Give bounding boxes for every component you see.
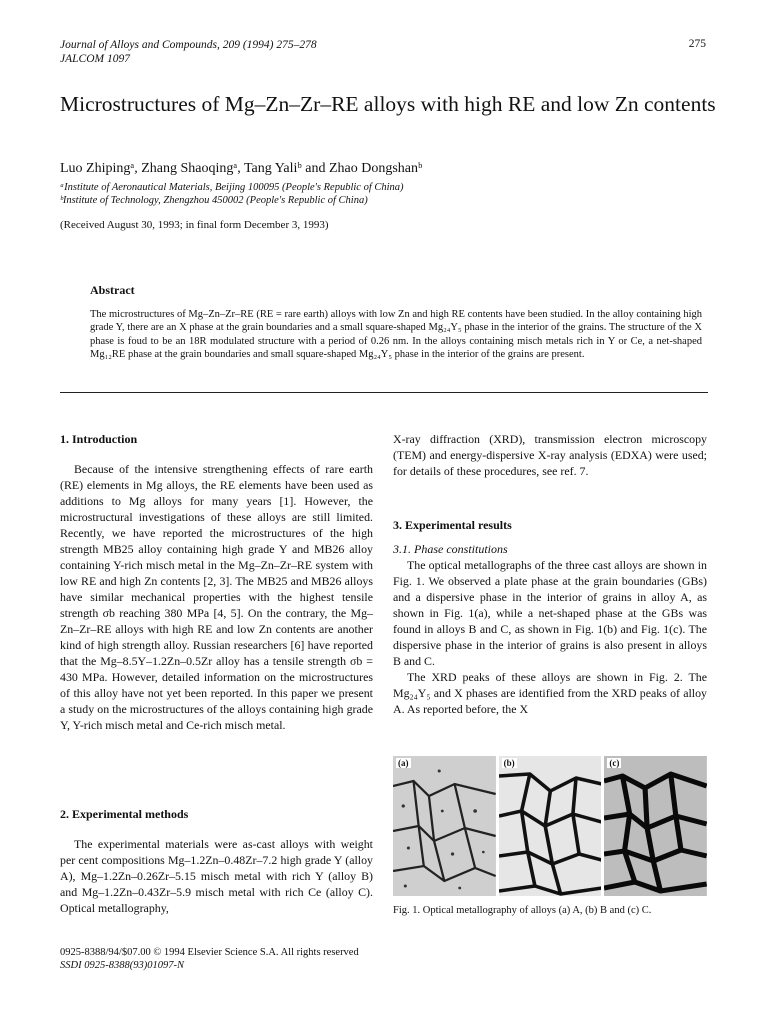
journal-code: JALCOM 1097: [60, 53, 130, 65]
intro-section: [60, 431, 373, 733]
abstract-heading: Abstract: [90, 283, 135, 297]
methods-section: [60, 806, 373, 916]
section-divider: [60, 392, 708, 393]
page-footer: [60, 946, 359, 972]
methods-heading: 2. Experimental methods: [60, 807, 189, 821]
intro-paragraph: Because of the intensive strengthening effects of rare earth (RE) elements in Mg alloys, the RE elements have been used as additions to Mg alloys for many years [1]. However, the microstructural investigations of these alloys are still limited. Recently, we have reported the microstructures of the high strength MB25 alloy containing high grade Y and MB26 alloy containing Y-rich misch metal in the Mg–Zn–Zr–RE system with low RE and high Zn contents [2, 3]. The MB25 and MB26 alloys have similar mechanical properties with the highest tensile strength σb reaching 380 MPa [4, 5]. On the contrary, the Mg–Zn–Zr–RE alloys with high RE and low Zn contents are another kind of high strength alloy. Russian researchers [6] have reported that the Mg–8.5Y–1.2Zn–0.5Zr alloy has a tensile strength σb = 430 MPa. However, detailed information on the microstructures of this alloy have not yet been reported. In this paper we present a study on the microstructures of the alloys containing high grade Y, Y-rich misch metal and Ce-rich misch metal.: [60, 462, 373, 732]
micrograph-a-image: [393, 756, 496, 896]
micrograph-panel-a: [393, 756, 496, 896]
journal-citation: Journal of Alloys and Compounds, 209 (1994) 275–278: [60, 39, 317, 51]
intro-heading: 1. Introduction: [60, 432, 138, 446]
results-paragraph-2: The XRD peaks of these alloys are shown in Fig. 2. The Mg₂₄Y₅ and X phases are identified from the XRD peaks of alloy A. As reported before, the X: [393, 670, 707, 716]
methods-continued-paragraph: X-ray diffraction (XRD), transmission electron microscopy (TEM) and energy-dispersive X-ray analysis (EDXA) were used; for details of these procedures, see ref. 7.: [393, 432, 707, 478]
results-paragraph-1: The optical metallographs of the three cast alloys are shown in Fig. 1. We observed a plate phase at the grain boundaries (GBs) and a dispersive phase in the interior of grains in alloy A, as shown in Fig. 1(a), while a net-shaped phase at the GBs was found in alloys B and C, as shown in Fig. 1(b) and Fig. 1(c). The dispersive phase in the interior of grains is also present in alloys B and C.: [393, 558, 707, 668]
author-list: Luo Zhipingᵃ, Zhang Shaoqingᵃ, Tang Yaliᵇ and Zhao Dongshanᵇ: [60, 161, 423, 176]
panel-label-a: (a): [398, 758, 409, 768]
affiliation-b: ᵇInstitute of Technology, Zhengzhou 450002 (People's Republic of China): [60, 195, 368, 206]
micrograph-panel-c: [604, 756, 707, 896]
methods-continued: [393, 431, 707, 479]
ssdi-line: SSDI 0925-8388(93)01097-N: [60, 960, 184, 971]
results-heading: 3. Experimental results: [393, 518, 512, 532]
figure-1-caption: Fig. 1. Optical metallography of alloys (a) A, (b) B and (c) C.: [393, 905, 652, 916]
methods-paragraph: The experimental materials were as-cast alloys with weight per cent compositions Mg–1.2Zn–0.48Zr–7.2 high grade Y (alloy A), Mg–1.2Zn–0.26Zr–5.15 misch metal with rich Y (alloy B) and Mg–1.2Zn–0.43Zr–5.9 misch metal with rich Ce (alloy C). Optical metallography,: [60, 837, 373, 915]
micrograph-b-image: [499, 756, 602, 896]
journal-header: [60, 38, 317, 66]
micrograph-c-image: [604, 756, 707, 896]
panel-label-b: (b): [503, 758, 515, 768]
article-title: Microstructures of Mg–Zn–Zr–RE alloys with high RE and low Zn contents: [60, 92, 716, 116]
figure-1-micrographs: [393, 756, 707, 896]
received-dates: (Received August 30, 1993; in final form December 3, 1993): [60, 219, 329, 231]
copyright-line: 0925-8388/94/$07.00 © 1994 Elsevier Science S.A. All rights reserved: [60, 947, 359, 958]
results-section: [393, 517, 707, 717]
affiliation-a: ᵃInstitute of Aeronautical Materials, Beijing 100095 (People's Republic of China): [60, 182, 404, 193]
phase-constitutions-heading: 3.1. Phase constitutions: [393, 542, 508, 556]
abstract-text: The microstructures of Mg–Zn–Zr–RE (RE = rare earth) alloys with low Zn and high RE contents have been studied. In the alloy containing high grade Y, there are an X phase at the grain boundaries and a small square-shaped Mg₂₄Y₅ phase in the interior of the grains. The structure of the X phase is foud to be an 18R modulated structure with a period of 0.26 nm. In the alloys containing misch metals rich in Y or Ce, a net-shaped Mg₁₂RE phase at the grain boundaries and small square-shaped Mg₂₄Y₅ phase in the interior of the grains are present.: [90, 309, 702, 360]
micrograph-panel-b: [499, 756, 602, 896]
affiliations: [60, 181, 404, 207]
page-number: 275: [688, 38, 706, 50]
panel-label-c: (c): [609, 758, 620, 768]
